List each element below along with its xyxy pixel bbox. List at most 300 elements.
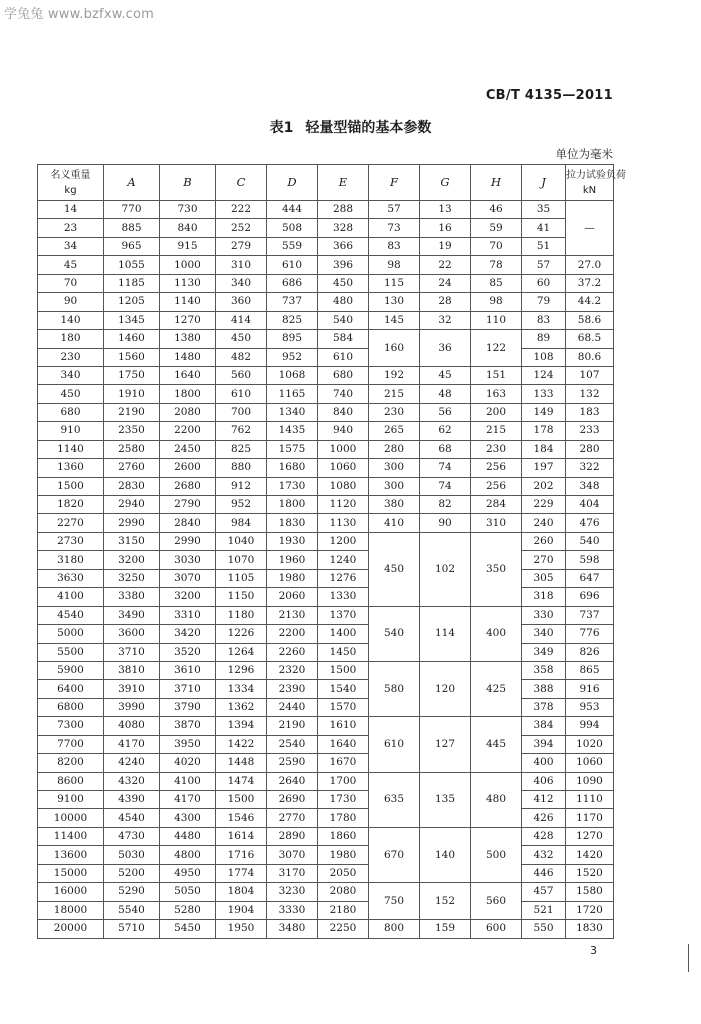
cell-d: 1730 <box>267 477 318 495</box>
cell-a: 3150 <box>104 532 160 550</box>
cell-a: 4080 <box>104 717 160 735</box>
cell-j: 400 <box>522 754 566 772</box>
cell-load: 776 <box>566 625 614 643</box>
cell-f: 57 <box>369 201 420 219</box>
cell-load: 1270 <box>566 827 614 845</box>
cell-f-merged: 610 <box>369 717 420 772</box>
cell-h: 110 <box>471 311 522 329</box>
standard-code: CB/T 4135—2011 <box>485 88 613 103</box>
cell-j: 79 <box>522 293 566 311</box>
table-row <box>38 403 614 421</box>
cell-b: 2680 <box>160 477 216 495</box>
cell-mass: 1500 <box>38 477 104 495</box>
cell-mass: 680 <box>38 403 104 421</box>
table-row <box>38 311 614 329</box>
cell-g-merged: 127 <box>420 717 471 772</box>
cell-load: 916 <box>566 680 614 698</box>
cell-d: 610 <box>267 256 318 274</box>
cell-mass: 13600 <box>38 846 104 864</box>
cell-f: 230 <box>369 403 420 421</box>
cell-a: 3490 <box>104 606 160 624</box>
cell-g: 62 <box>420 422 471 440</box>
cell-a: 3200 <box>104 551 160 569</box>
table-row <box>38 237 614 255</box>
cell-h: 256 <box>471 459 522 477</box>
table-row <box>38 514 614 532</box>
cell-h: 310 <box>471 514 522 532</box>
cell-load: 58.6 <box>566 311 614 329</box>
cell-h-merged: 350 <box>471 532 522 606</box>
table-row <box>38 551 614 569</box>
header-col-d: D <box>267 165 318 201</box>
cell-mass: 14 <box>38 201 104 219</box>
cell-j: 149 <box>522 403 566 421</box>
cell-mass: 16000 <box>38 883 104 901</box>
cell-mass: 8200 <box>38 754 104 772</box>
cell-h: 98 <box>471 293 522 311</box>
cell-c: 1180 <box>216 606 267 624</box>
cell-load-merged: — <box>566 201 614 256</box>
cell-c: 450 <box>216 330 267 348</box>
cell-load: 280 <box>566 440 614 458</box>
anchor-parameter-table <box>37 164 626 939</box>
cell-mass: 2730 <box>38 532 104 550</box>
cell-f: 300 <box>369 459 420 477</box>
cell-mass: 6800 <box>38 698 104 716</box>
cell-load: 865 <box>566 661 614 679</box>
cell-c: 1264 <box>216 643 267 661</box>
cell-mass: 7300 <box>38 717 104 735</box>
cell-j: 89 <box>522 330 566 348</box>
table-row <box>38 606 614 624</box>
cell-c: 222 <box>216 201 267 219</box>
table-row <box>38 293 614 311</box>
cell-b: 2790 <box>160 496 216 514</box>
cell-d: 1340 <box>267 403 318 421</box>
table-row <box>38 827 614 845</box>
cell-a: 4240 <box>104 754 160 772</box>
header-col-j: J <box>522 165 566 201</box>
cell-d: 737 <box>267 293 318 311</box>
cell-c: 1334 <box>216 680 267 698</box>
cell-load: 37.2 <box>566 274 614 292</box>
header-col-g: G <box>420 165 471 201</box>
cell-d: 2190 <box>267 717 318 735</box>
cell-load: 953 <box>566 698 614 716</box>
cell-d: 1680 <box>267 459 318 477</box>
cell-b: 3610 <box>160 661 216 679</box>
cell-a: 1205 <box>104 293 160 311</box>
cell-mass: 10000 <box>38 809 104 827</box>
cell-mass: 230 <box>38 348 104 366</box>
cell-c: 1716 <box>216 846 267 864</box>
cell-c: 1546 <box>216 809 267 827</box>
cell-b: 1800 <box>160 385 216 403</box>
cell-b: 840 <box>160 219 216 237</box>
cell-e: 1730 <box>318 791 369 809</box>
cell-b: 2200 <box>160 422 216 440</box>
cell-g: 13 <box>420 201 471 219</box>
cell-h-merged: 425 <box>471 661 522 716</box>
cell-d: 3070 <box>267 846 318 864</box>
cell-b: 3200 <box>160 588 216 606</box>
cell-d: 1435 <box>267 422 318 440</box>
table-row <box>38 809 614 827</box>
cell-e: 1240 <box>318 551 369 569</box>
page-number: 3 <box>590 944 597 957</box>
cell-j: 240 <box>522 514 566 532</box>
cell-f: 410 <box>369 514 420 532</box>
cell-j: 384 <box>522 717 566 735</box>
cell-b: 3520 <box>160 643 216 661</box>
cell-e: 396 <box>318 256 369 274</box>
cell-load: 598 <box>566 551 614 569</box>
table-row <box>38 754 614 772</box>
cell-load: 994 <box>566 717 614 735</box>
cell-e: 1610 <box>318 717 369 735</box>
table-row <box>38 366 614 384</box>
cell-mass: 70 <box>38 274 104 292</box>
cell-d: 2690 <box>267 791 318 809</box>
cell-mass: 4100 <box>38 588 104 606</box>
cell-h: 230 <box>471 440 522 458</box>
cell-h: 78 <box>471 256 522 274</box>
header-load-label: 拉力试验负荷 <box>566 169 626 181</box>
cell-f: 800 <box>369 920 420 938</box>
cell-mass: 910 <box>38 422 104 440</box>
cell-mass: 11400 <box>38 827 104 845</box>
cell-mass: 4540 <box>38 606 104 624</box>
cell-f: 380 <box>369 496 420 514</box>
cell-load: 1520 <box>566 864 614 882</box>
cell-j: 41 <box>522 219 566 237</box>
cell-b: 4480 <box>160 827 216 845</box>
cell-mass: 180 <box>38 330 104 348</box>
cell-load: 826 <box>566 643 614 661</box>
cell-d: 1960 <box>267 551 318 569</box>
cell-c: 1040 <box>216 532 267 550</box>
table-row <box>38 643 614 661</box>
cell-c: 1804 <box>216 883 267 901</box>
cell-load: 107 <box>566 366 614 384</box>
cell-b: 3870 <box>160 717 216 735</box>
cell-mass: 5500 <box>38 643 104 661</box>
cell-a: 3600 <box>104 625 160 643</box>
table-row <box>38 569 614 587</box>
cell-j: 51 <box>522 237 566 255</box>
cell-d: 1575 <box>267 440 318 458</box>
cell-f-merged: 450 <box>369 532 420 606</box>
cell-load: 404 <box>566 496 614 514</box>
cell-mass: 3630 <box>38 569 104 587</box>
cell-b: 3790 <box>160 698 216 716</box>
cell-j: 83 <box>522 311 566 329</box>
header-col-c: C <box>216 165 267 201</box>
cell-e: 1370 <box>318 606 369 624</box>
scan-edge-mark <box>688 944 689 972</box>
cell-a: 4320 <box>104 772 160 790</box>
cell-b: 1000 <box>160 256 216 274</box>
table-row <box>38 883 614 901</box>
table-row <box>38 901 614 919</box>
cell-mass: 45 <box>38 256 104 274</box>
cell-d: 2130 <box>267 606 318 624</box>
cell-c: 984 <box>216 514 267 532</box>
cell-c: 1474 <box>216 772 267 790</box>
cell-load: 233 <box>566 422 614 440</box>
cell-c: 952 <box>216 496 267 514</box>
cell-c: 1394 <box>216 717 267 735</box>
cell-h: 163 <box>471 385 522 403</box>
cell-j: 412 <box>522 791 566 809</box>
cell-j: 124 <box>522 366 566 384</box>
cell-g: 32 <box>420 311 471 329</box>
cell-g: 159 <box>420 920 471 938</box>
table-row <box>38 661 614 679</box>
header-col-a: A <box>104 165 160 201</box>
cell-load: 1060 <box>566 754 614 772</box>
cell-g: 24 <box>420 274 471 292</box>
cell-a: 2580 <box>104 440 160 458</box>
header-mass-unit: kg <box>64 184 77 196</box>
cell-a: 965 <box>104 237 160 255</box>
cell-j: 428 <box>522 827 566 845</box>
cell-g: 48 <box>420 385 471 403</box>
cell-e: 328 <box>318 219 369 237</box>
cell-e: 1000 <box>318 440 369 458</box>
cell-h: 70 <box>471 237 522 255</box>
cell-b: 2450 <box>160 440 216 458</box>
cell-a: 3910 <box>104 680 160 698</box>
cell-d: 3330 <box>267 901 318 919</box>
cell-j: 432 <box>522 846 566 864</box>
cell-g-merged: 114 <box>420 606 471 661</box>
cell-a: 4730 <box>104 827 160 845</box>
cell-mass: 34 <box>38 237 104 255</box>
cell-load: 348 <box>566 477 614 495</box>
cell-e: 1980 <box>318 846 369 864</box>
table-number: 表1 <box>269 120 294 136</box>
cell-e: 940 <box>318 422 369 440</box>
cell-h-merged: 122 <box>471 330 522 367</box>
header-col-f: F <box>369 165 420 201</box>
cell-g: 74 <box>420 477 471 495</box>
cell-d: 3480 <box>267 920 318 938</box>
cell-d: 2440 <box>267 698 318 716</box>
cell-d: 2640 <box>267 772 318 790</box>
header-col-b: B <box>160 165 216 201</box>
cell-e: 740 <box>318 385 369 403</box>
cell-load: 1830 <box>566 920 614 938</box>
cell-a: 3710 <box>104 643 160 661</box>
cell-d: 825 <box>267 311 318 329</box>
cell-f: 83 <box>369 237 420 255</box>
cell-c: 1500 <box>216 791 267 809</box>
table-row <box>38 459 614 477</box>
cell-j: 446 <box>522 864 566 882</box>
cell-a: 4390 <box>104 791 160 809</box>
cell-d: 2320 <box>267 661 318 679</box>
table-row <box>38 588 614 606</box>
cell-g: 90 <box>420 514 471 532</box>
cell-g: 82 <box>420 496 471 514</box>
cell-e: 1276 <box>318 569 369 587</box>
cell-f: 265 <box>369 422 420 440</box>
cell-f-merged: 160 <box>369 330 420 367</box>
cell-a: 1345 <box>104 311 160 329</box>
cell-mass: 20000 <box>38 920 104 938</box>
cell-d: 2200 <box>267 625 318 643</box>
cell-e: 2180 <box>318 901 369 919</box>
cell-a: 3810 <box>104 661 160 679</box>
cell-e: 1640 <box>318 735 369 753</box>
cell-j: 521 <box>522 901 566 919</box>
cell-a: 5540 <box>104 901 160 919</box>
table-row <box>38 477 614 495</box>
cell-c: 340 <box>216 274 267 292</box>
cell-f-merged: 580 <box>369 661 420 716</box>
cell-f: 300 <box>369 477 420 495</box>
cell-mass: 23 <box>38 219 104 237</box>
cell-b: 1380 <box>160 330 216 348</box>
cell-g-merged: 102 <box>420 532 471 606</box>
cell-j: 305 <box>522 569 566 587</box>
cell-b: 730 <box>160 201 216 219</box>
cell-load: 27.0 <box>566 256 614 274</box>
cell-d: 559 <box>267 237 318 255</box>
cell-c: 482 <box>216 348 267 366</box>
cell-e: 1060 <box>318 459 369 477</box>
cell-c: 700 <box>216 403 267 421</box>
cell-j: 133 <box>522 385 566 403</box>
table-row <box>38 698 614 716</box>
cell-g: 74 <box>420 459 471 477</box>
cell-c: 560 <box>216 366 267 384</box>
cell-b: 1130 <box>160 274 216 292</box>
cell-a: 2760 <box>104 459 160 477</box>
cell-j: 108 <box>522 348 566 366</box>
cell-e: 1120 <box>318 496 369 514</box>
header-load-unit: kN <box>582 184 597 196</box>
table-row <box>38 735 614 753</box>
table-row <box>38 274 614 292</box>
cell-j: 318 <box>522 588 566 606</box>
cell-c: 1150 <box>216 588 267 606</box>
cell-a: 2990 <box>104 514 160 532</box>
cell-e: 1330 <box>318 588 369 606</box>
cell-h: 85 <box>471 274 522 292</box>
cell-j: 57 <box>522 256 566 274</box>
cell-b: 1640 <box>160 366 216 384</box>
cell-load: 696 <box>566 588 614 606</box>
cell-b: 3710 <box>160 680 216 698</box>
cell-a: 1055 <box>104 256 160 274</box>
cell-j: 550 <box>522 920 566 938</box>
cell-e: 366 <box>318 237 369 255</box>
cell-f-merged: 635 <box>369 772 420 827</box>
cell-e: 1670 <box>318 754 369 772</box>
cell-e: 1080 <box>318 477 369 495</box>
cell-c: 310 <box>216 256 267 274</box>
cell-b: 5450 <box>160 920 216 938</box>
cell-e: 1130 <box>318 514 369 532</box>
cell-d: 1980 <box>267 569 318 587</box>
cell-d: 686 <box>267 274 318 292</box>
cell-b: 1270 <box>160 311 216 329</box>
cell-h: 284 <box>471 496 522 514</box>
cell-a: 2190 <box>104 403 160 421</box>
watermark-text: 学兔兔 www.bzfxw.com <box>4 7 155 22</box>
table-row <box>38 772 614 790</box>
cell-a: 5200 <box>104 864 160 882</box>
cell-a: 1185 <box>104 274 160 292</box>
cell-j: 358 <box>522 661 566 679</box>
cell-e: 2050 <box>318 864 369 882</box>
cell-b: 5280 <box>160 901 216 919</box>
cell-load: 44.2 <box>566 293 614 311</box>
cell-a: 2830 <box>104 477 160 495</box>
cell-load: 647 <box>566 569 614 587</box>
cell-h: 215 <box>471 422 522 440</box>
table-row <box>38 532 614 550</box>
cell-h-merged: 500 <box>471 827 522 882</box>
table-row <box>38 256 614 274</box>
cell-e: 1450 <box>318 643 369 661</box>
cell-c: 825 <box>216 440 267 458</box>
cell-e: 584 <box>318 330 369 348</box>
cell-c: 880 <box>216 459 267 477</box>
cell-c: 1296 <box>216 661 267 679</box>
table-row <box>38 496 614 514</box>
cell-d: 2590 <box>267 754 318 772</box>
cell-j: 184 <box>522 440 566 458</box>
cell-g: 22 <box>420 256 471 274</box>
cell-a: 1910 <box>104 385 160 403</box>
cell-mass: 90 <box>38 293 104 311</box>
cell-c: 762 <box>216 422 267 440</box>
header-mass <box>38 165 104 201</box>
table-row <box>38 385 614 403</box>
cell-mass: 15000 <box>38 864 104 882</box>
cell-g-merged: 135 <box>420 772 471 827</box>
cell-mass: 9100 <box>38 791 104 809</box>
table-body <box>38 201 614 939</box>
cell-h-merged: 480 <box>471 772 522 827</box>
cell-b: 4800 <box>160 846 216 864</box>
cell-f: 215 <box>369 385 420 403</box>
cell-g-merged: 120 <box>420 661 471 716</box>
cell-g-merged: 152 <box>420 883 471 920</box>
cell-d: 895 <box>267 330 318 348</box>
table-row <box>38 422 614 440</box>
cell-j: 60 <box>522 274 566 292</box>
cell-b: 1480 <box>160 348 216 366</box>
cell-g-merged: 140 <box>420 827 471 882</box>
cell-b: 3030 <box>160 551 216 569</box>
cell-j: 35 <box>522 201 566 219</box>
cell-mass: 5000 <box>38 625 104 643</box>
cell-h-merged: 445 <box>471 717 522 772</box>
cell-b: 1140 <box>160 293 216 311</box>
cell-c: 1904 <box>216 901 267 919</box>
cell-j: 270 <box>522 551 566 569</box>
cell-load: 80.6 <box>566 348 614 366</box>
cell-f-merged: 540 <box>369 606 420 661</box>
cell-f: 130 <box>369 293 420 311</box>
cell-c: 1774 <box>216 864 267 882</box>
cell-g-merged: 36 <box>420 330 471 367</box>
header-load <box>566 165 626 201</box>
